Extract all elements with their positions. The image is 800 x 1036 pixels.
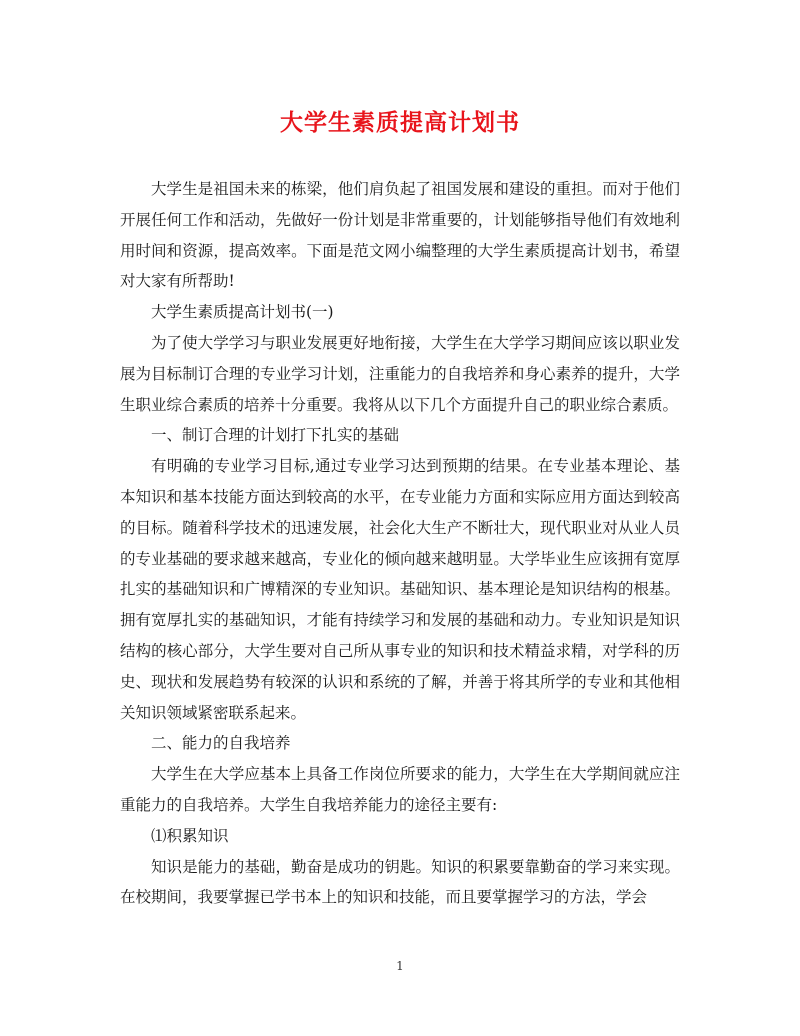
paragraph-intro: 大学生是祖国未来的栋梁，他们肩负起了祖国发展和建设的重担。而对于他们开展任何工作和活动，先做好一份计划是非常重要的，计划能够指导他们有效地利用时间和资源，提高效率。下面是范文网小编整理的大学生素质提高计划书，希望对大家有所帮助! [120, 180, 680, 291]
page-number: 1 [396, 959, 404, 973]
document-body [120, 174, 680, 913]
section-heading-plan-one: 大学生素质提高计划书(一) [151, 303, 334, 322]
paragraph-purpose: 为了使大学学习与职业发展更好地衔接，大学生在大学学习期间应该以职业发展为目标制订合理的专业学习计划，注重能力的自我培养和身心素养的提升，大学生职业综合素质的培养十分重要。我将从以下几个方面提升自己的职业综合素质。 [120, 333, 680, 414]
section-heading-two: 二、能力的自我培养 [151, 734, 291, 753]
paragraph-professional-goals: 有明确的专业学习目标,通过专业学习达到预期的结果。在专业基本理论、基本知识和基本技能方面达到较高的水平，在专业能力方面和实际应用方面达到较高的目标。随着科学技术的迅速发展，社会化大生产不断壮大，现代职业对从业人员的专业基础的要求越来越高，专业化的倾向越来越明显。大学毕业生应该拥有宽厚扎实的基础知识和广博精深的专业知识。基础知识、基本理论是知识结构的根基。拥有宽厚扎实的基础知识，才能有持续学习和发展的基础和动力。专业知识是知识结构的核心部分，大学生要对自己所从事专业的知识和技术精益求精，对学科的历史、现状和发展趋势有较深的认识和系统的了解，并善于将其所学的专业和其他相关知识领域紧密联系起来。 [120, 457, 680, 722]
paragraph-knowledge: 知识是能力的基础，勤奋是成功的钥匙。知识的积累要靠勤奋的学习来实现。在校期间，我要掌握已学书本上的知识和技能，而且要掌握学习的方法，学会 [120, 857, 680, 907]
paragraph-ability: 大学生在大学应基本上具备工作岗位所要求的能力，大学生在大学期间就应注重能力的自我培养。大学生自我培养能力的途径主要有: [120, 765, 680, 814]
section-heading-one: 一、制订合理的计划打下扎实的基础 [151, 426, 400, 445]
document-title: 大学生素质提高计划书 [280, 109, 520, 136]
subheading-accumulate-knowledge: ⑴积累知识 [151, 826, 229, 845]
